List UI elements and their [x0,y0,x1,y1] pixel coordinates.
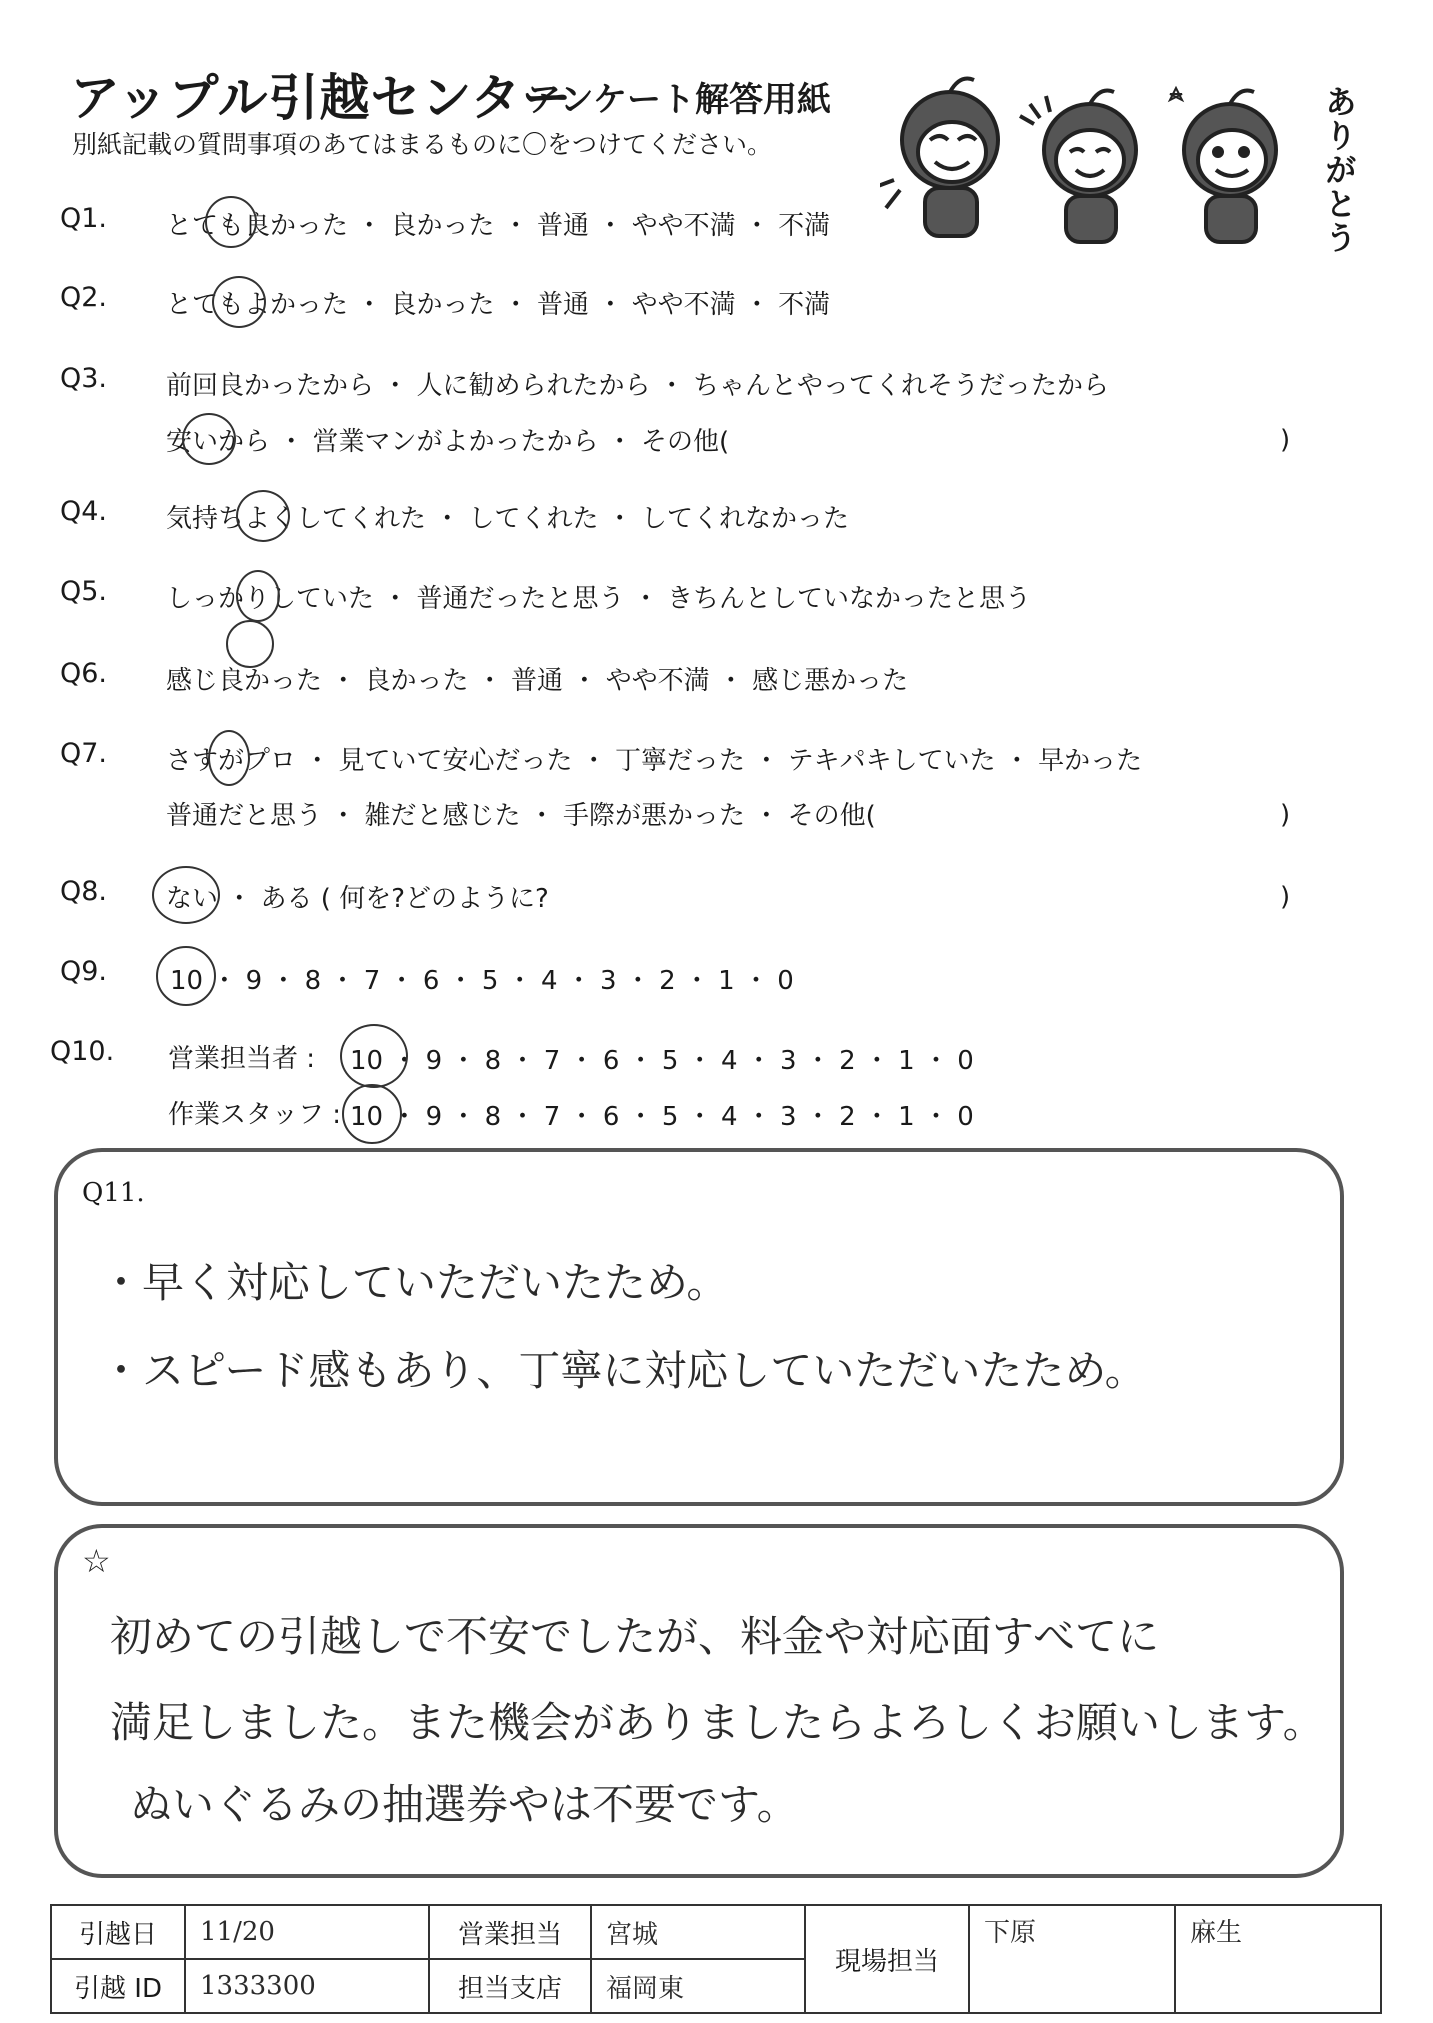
q8-answer-circle [152,866,220,924]
q11-answer-box [54,1148,1344,1506]
form-title: アンケート解答用紙 [527,80,831,120]
q1-number: Q1. [60,203,108,234]
q2-number: Q2. [60,282,108,313]
q7-answer-circle [208,730,250,786]
thanks-text: ありがとう [1320,85,1358,255]
q6-options: 感じ良かった ・ 良かった ・ 普通 ・ やや不満 ・ 感じ悪かった [166,666,909,696]
site-staff-label: 現場担当 [805,1905,969,2013]
comment-handwritten-line3: ぬいぐるみの抽選券やは不要です。 [130,1780,799,1829]
q10-sales-label: 営業担当者 : [168,1044,316,1074]
move-id-label: 引越 ID [51,1959,185,2013]
comment-handwritten-line2: 満足しました。また機会がありましたらよろしくお願いします。 [110,1698,1325,1747]
q11-label: Q11. [82,1178,145,1208]
q6-number: Q6. [60,658,108,689]
q6-answer-circle [226,620,274,668]
move-info-table [50,1904,1382,2014]
q8-number: Q8. [60,876,108,907]
q9-scale: 10 ・ 9 ・ 8 ・ 7 ・ 6 ・ 5 ・ 4 ・ 3 ・ 2 ・ 1 ・ 0 [170,966,794,996]
q3-options-line2: 安いから ・ 営業マンがよかったから ・ その他( [166,427,730,457]
q5-number: Q5. [60,576,108,607]
q10-sales-scale: 10 ・ 9 ・ 8 ・ 7 ・ 6 ・ 5 ・ 4 ・ 3 ・ 2 ・ 1 ・ 0 [350,1046,974,1076]
q5-options: しっかりしていた ・ 普通だったと思う ・ きちんとしていなかったと思う [166,584,1032,614]
sales-rep-value: 宮城 [591,1905,805,1959]
q1-options: とても良かった ・ 良かった ・ 普通 ・ やや不満 ・ 不満 [166,211,831,241]
q7-options-line1: さすがプロ ・ 見ていて安心だった ・ 丁寧だった ・ テキパキしていた ・ 早かった [166,746,1143,776]
monkey-mascot-icon [880,70,1320,250]
q7-close-paren: ) [1280,800,1291,830]
q7-options-line2: 普通だと思う ・ 雑だと感じた ・ 手際が悪かった ・ その他( [166,801,876,831]
q3-options-line1: 前回良かったから ・ 人に勧められたから ・ ちゃんとやってくれそうだったから [166,371,1110,401]
q7-number: Q7. [60,738,108,769]
q8-close-paren: ) [1280,882,1291,912]
q10-number: Q10. [50,1036,115,1067]
q3-answer-circle [182,413,236,465]
q2-options: とてもよかった ・ 良かった ・ 普通 ・ やや不満 ・ 不満 [166,290,831,320]
q4-options: 気持ちよくしてくれた ・ してくれた ・ してくれなかった [166,504,850,534]
q5-answer-circle [236,570,280,622]
move-date-label: 引越日 [51,1905,185,1959]
q11-handwritten-line2: ・スピード感もあり、丁寧に対応していただいたため。 [100,1346,1147,1395]
move-date-value: 11/20 [185,1905,429,1959]
site-staff-2-value: 麻生 [1175,1905,1381,2013]
q4-answer-circle [236,490,290,542]
sales-rep-label: 営業担当 [429,1905,591,1959]
q11-handwritten-line1: ・早く対応していただいたため。 [100,1258,729,1307]
q10-staff-answer-circle [342,1084,402,1144]
q3-number: Q3. [60,363,108,394]
q8-options: ない ・ ある ( 何を?どのように? [166,884,549,914]
q1-answer-circle [205,196,257,248]
q10-staff-label: 作業スタッフ : [168,1100,342,1130]
q9-answer-circle [156,946,216,1006]
site-staff-1-value: 下原 [969,1905,1175,2013]
branch-value: 福岡東 [591,1959,805,2013]
comment-handwritten-line1: 初めての引越しで不安でしたが、料金や対応面すべてに [110,1612,1160,1661]
instruction-text: 別紙記載の質問事項のあてはまるものに〇をつけてください。 [72,130,773,159]
q10-staff-scale: 10 ・ 9 ・ 8 ・ 7 ・ 6 ・ 5 ・ 4 ・ 3 ・ 2 ・ 1 ・ 0 [350,1102,974,1132]
move-id-value: 1333300 [185,1959,429,2013]
company-name: アップル引越センター [70,69,573,127]
q3-close-paren: ) [1280,425,1291,455]
q9-number: Q9. [60,956,108,987]
branch-label: 担当支店 [429,1959,591,2013]
q2-answer-circle [212,276,266,328]
q4-number: Q4. [60,496,108,527]
star-icon: ☆ [82,1542,111,1580]
q10-sales-answer-circle [340,1024,408,1088]
